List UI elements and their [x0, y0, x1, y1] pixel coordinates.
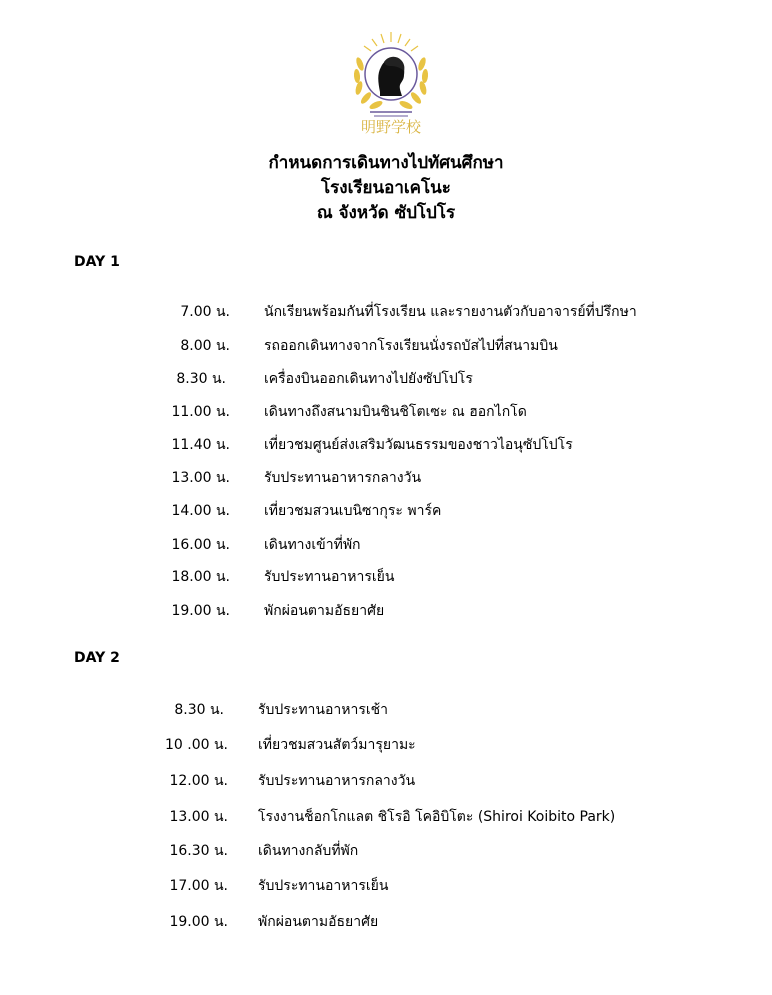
title-line-3: ณ จังหวัด ซัปโปโร	[316, 203, 456, 223]
schedule-time: 10 .00 น.	[165, 737, 228, 753]
schedule-time: 14.00 น.	[171, 503, 230, 519]
schedule-activity: เที่ยวชมสวนสัตว์มารุยามะ	[258, 737, 416, 753]
school-crest-icon	[344, 30, 438, 120]
schedule-row	[0, 598, 772, 624]
schedule-row	[0, 804, 772, 830]
schedule-time: 8.00 น.	[180, 338, 230, 354]
schedule-time: 17.00 น.	[169, 878, 228, 894]
schedule-row	[0, 732, 772, 758]
title-line-1: กำหนดการเดินทางไปทัศนศึกษา	[268, 153, 504, 173]
title-line-2: โรงเรียนอาเคโนะ	[321, 178, 451, 198]
school-logo	[344, 30, 438, 140]
schedule-row	[0, 299, 772, 325]
schedule-time: 13.00 น.	[171, 470, 230, 486]
schedule-time: 18.00 น.	[171, 569, 230, 585]
schedule-row	[0, 909, 772, 935]
schedule-time: 11.40 น.	[171, 437, 230, 453]
schedule-row	[0, 498, 772, 524]
schedule-activity: รับประทานอาหารเย็น	[264, 569, 395, 585]
schedule-time: 19.00 น.	[171, 603, 230, 619]
schedule-activity: เที่ยวชมสวนเบนิซากุระ พาร์ค	[264, 503, 442, 519]
schedule-row	[0, 333, 772, 359]
schedule-time: 11.00 น.	[171, 404, 230, 420]
schedule-time: 12.00 น.	[169, 773, 228, 789]
schedule-row	[0, 697, 772, 723]
schedule-activity: นักเรียนพร้อมกันที่โรงเรียน และรายงานตัวกับอาจารย์ที่ปรึกษา	[264, 304, 637, 320]
schedule-time: 8.30 น.	[174, 702, 224, 718]
schedule-time: 19.00 น.	[169, 914, 228, 930]
schedule-activity: พักผ่อนตามอัธยาศัย	[264, 603, 385, 619]
logo-text: 明野学校	[360, 118, 421, 136]
schedule-activity: เดินทางกลับที่พัก	[258, 843, 359, 859]
schedule-row	[0, 465, 772, 491]
schedule-row	[0, 532, 772, 558]
schedule-activity: รับประทานอาหารกลางวัน	[258, 773, 416, 789]
schedule-row	[0, 838, 772, 864]
schedule-activity: พักผ่อนตามอัธยาศัย	[258, 914, 379, 930]
schedule-time: 16.00 น.	[171, 537, 230, 553]
schedule-activity: โรงงานช็อกโกแลต ชิโรอิ โคอิบิโตะ (Shiroi Koibito Park)	[258, 809, 616, 825]
schedule-row	[0, 432, 772, 458]
schedule-activity: เดินทางเข้าที่พัก	[264, 537, 361, 553]
schedule-time: 16.30 น.	[169, 843, 228, 859]
schedule-time: 13.00 น.	[169, 809, 228, 825]
schedule-row	[0, 873, 772, 899]
schedule-row	[0, 768, 772, 794]
schedule-activity: รับประทานอาหารเช้า	[258, 702, 389, 718]
schedule-row	[0, 564, 772, 590]
schedule-time: 7.00 น.	[180, 304, 230, 320]
schedule-time: 8.30 น.	[176, 371, 226, 387]
schedule-activity: รับประทานอาหารเย็น	[258, 878, 389, 894]
schedule-activity: เที่ยวชมศูนย์ส่งเสริมวัฒนธรรมของชาวไอนุซัปโปโร	[264, 437, 573, 453]
day-2-heading: DAY 2	[74, 650, 120, 666]
schedule-activity: เครื่องบินออกเดินทางไปยังซัปโปโร	[264, 371, 473, 387]
schedule-activity: รถออกเดินทางจากโรงเรียนนั่งรถบัสไปที่สนามบิน	[264, 338, 558, 354]
day-1-heading: DAY 1	[74, 254, 120, 270]
schedule-activity: เดินทางถึงสนามบินชินชิโตเซะ ณ ฮอกไกโด	[264, 404, 527, 420]
schedule-activity: รับประทานอาหารกลางวัน	[264, 470, 422, 486]
schedule-row	[0, 366, 772, 392]
schedule-row	[0, 399, 772, 425]
